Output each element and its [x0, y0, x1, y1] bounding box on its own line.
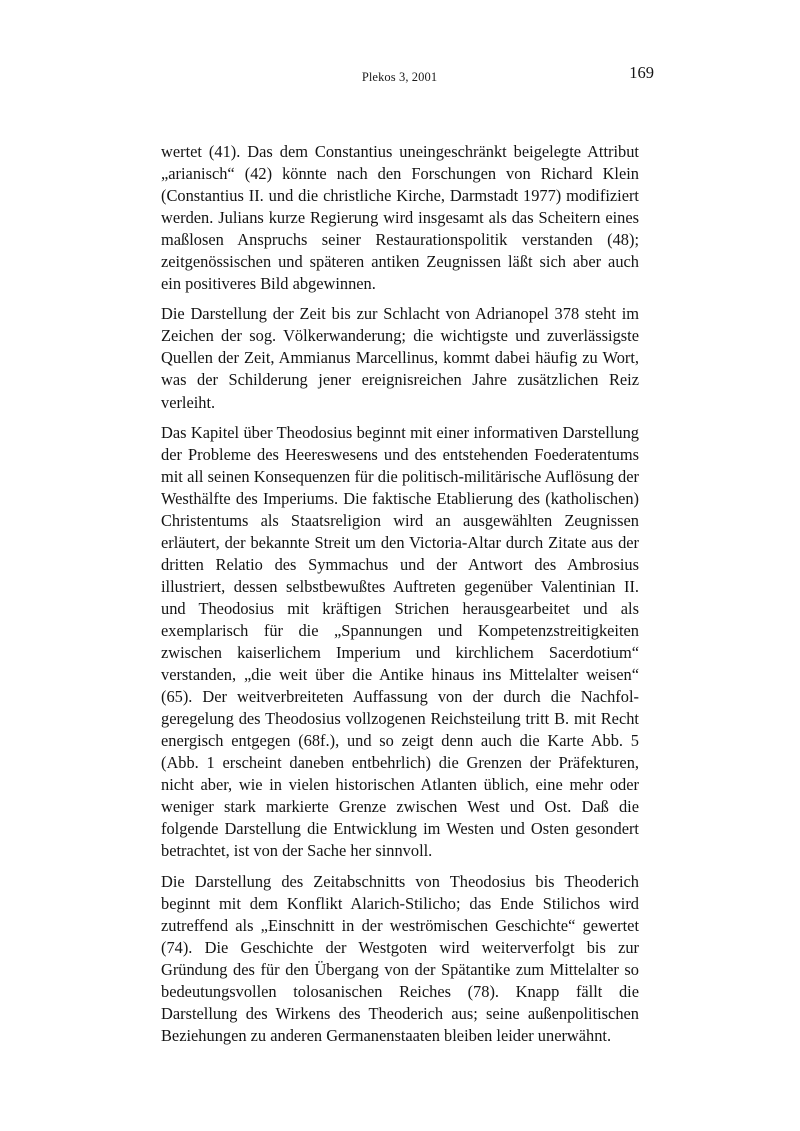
paragraph-1: wertet (41). Das dem Constantius uneingeschränkt beigelegte Attribut „arianisch“ (42) könnte nach den Forschungen von Richard Klein (Constantius II. und die christliche Kirche, Darmstadt 1977) modifiziert werden. Julians kurze Regierung wird insgesamt als das Scheitern eines maßlosen Anspruchs seiner Restaurationspolitik verstanden (48); zeitgenössischen und späteren antiken Zeugnissen läßt sich aber auch ein positiveres Bild abgewinnen.: [161, 142, 639, 294]
page-header: [161, 63, 654, 90]
paragraph-3: Das Kapitel über Theodosius beginnt mit einer informativen Darstellung der Probleme des Heereswesens und des entstehenden Foederatentums mit all seinen Konsequenzen für die politisch-militärische Auflösung der Westhälfte des Imperiums. Die faktische Etablierung des (katholischen) Christentums als Staatsreligion wird an ausgewählten Zeugnissen erläutert, der bekannte Streit um den Victoria-Altar durch Zitate aus der dritten Relatio des Symmachus und der Antwort des Ambrosius illustriert, dessen selbstbewußtes Auftreten gegenüber Valentinian II. und Theodosius mit kräftigen Strichen herausgearbeitet und als exemplarisch für die „Spannungen und Kompetenzstreitigkeiten zwischen kaiserlichem Imperium und kirchlichem Sacerdotium“ verstanden, „die weit über die Antike hinaus ins Mittelalter weisen“ (65). Der weitverbreiteten Auffassung von der durch die Nachfolgeregelung des Theodosius vollzogenen Reichsteilung tritt B. mit Recht energisch entgegen (68f.), und so zeigt denn auch die Karte Abb. 5 (Abb. 1 erscheint daneben entbehrlich) die Grenzen der Präfekturen, nicht aber, wie in vielen historischen Atlanten üblich, eine mehr oder weniger stark markierte Grenze zwischen West und Ost. Daß die folgende Darstellung die Entwicklung im Westen und Osten gesondert betrachtet, ist von der Sache her sinnvoll.: [161, 422, 639, 861]
paragraph-2: Die Darstellung der Zeit bis zur Schlacht von Adrianopel 378 steht im Zeichen der sog. Völkerwanderung; die wichtigste und zuverlässigste Quellen der Zeit, Ammianus Marcellinus, kommt dabei häufig zu Wort, was der Schilderung jener ereignisreichen Jahre zusätzlichen Reiz verleiht.: [161, 304, 639, 412]
page-body: [161, 141, 639, 1047]
paragraph-4: Die Darstellung des Zeitabschnitts von Theodosius bis Theoderich beginnt mit dem Konflikt Alarich-Stilicho; das Ende Stilichos wird zutreffend als „Einschnitt in der weströmischen Geschichte“ gewertet (74). Die Geschichte der Westgoten wird weiterverfolgt bis zur Gründung des für den Übergang von der Spätantike zum Mittelalter so bedeutungsvollen tolosanischen Reiches (78). Knapp fällt die Darstellung des Wirkens des Theoderich aus; seine außenpolitischen Beziehungen zu anderen Germanenstaaten bleiben leider unerwähnt.: [161, 871, 639, 1045]
journal-running-head: Plekos 3, 2001: [361, 70, 438, 84]
page-number: 169: [629, 63, 654, 82]
